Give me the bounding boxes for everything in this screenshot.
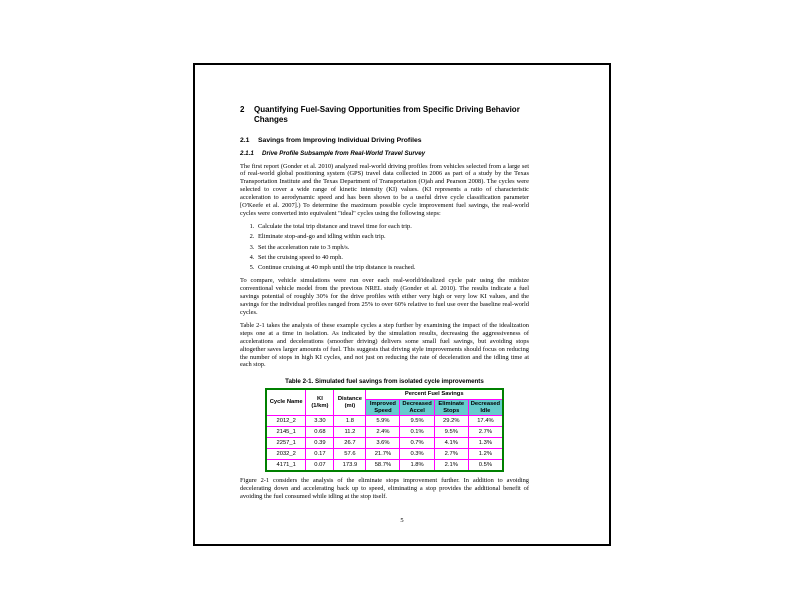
paragraph-table-discussion: Table 2-1 takes the analysis of these example cycles a step further by examining the impact of the idealization steps one at a time in isolation. As indicated by the simulation results, decreasing the aggressiveness of accelerations and decelerations (smoother driving) delivers some small fuel savings, but avoiding stops altogether saves larger amounts of fuel. This suggests that driving style improvements should focus on reducing the number of stops in high KI cycles, and not just on reducing the rate of deceleration and the idling time at each stop. xyxy=(240,321,529,369)
section-number: 2 xyxy=(240,105,245,114)
cell-decreased-accel: 0.3% xyxy=(400,449,434,460)
table-row xyxy=(266,416,503,427)
column-group-header-percent-fuel-savings: Percent Fuel Savings xyxy=(366,389,503,399)
subheader-improved-speed: Improved Speed xyxy=(366,399,400,415)
cell-ki: 0.17 xyxy=(306,449,334,460)
cell-ki: 0.07 xyxy=(306,460,334,472)
subheader-decreased-idle: Decreased Idle xyxy=(468,399,503,415)
list-item: 3. Set the acceleration rate to 3 mph/s. xyxy=(256,244,529,252)
cell-decreased-idle: 17.4% xyxy=(468,416,503,427)
cell-decreased-accel: 1.8% xyxy=(400,460,434,472)
list-item: 1. Calculate the total trip distance and travel time for each trip. xyxy=(256,223,529,231)
subsection-title: Savings from Improving Individual Driving Profiles xyxy=(258,137,422,144)
cell-cycle-name: 2032_2 xyxy=(266,449,306,460)
column-header-distance: Distance (mi) xyxy=(334,389,366,415)
cell-eliminate-stops: 2.7% xyxy=(434,449,468,460)
subsubsection-heading xyxy=(240,150,529,158)
cell-improved-speed: 21.7% xyxy=(366,449,400,460)
cell-decreased-idle: 1.2% xyxy=(468,449,503,460)
subsubsection-number: 2.1.1 xyxy=(240,150,254,157)
cell-cycle-name: 2257_1 xyxy=(266,438,306,449)
subsubsection-title: Drive Profile Subsample from Real-World Travel Survey xyxy=(262,150,426,157)
cell-ki: 0.39 xyxy=(306,438,334,449)
subsection-number: 2.1 xyxy=(240,137,250,144)
cell-improved-speed: 58.7% xyxy=(366,460,400,472)
cell-decreased-idle: 1.3% xyxy=(468,438,503,449)
subsection-heading xyxy=(240,137,529,145)
cell-distance: 1.8 xyxy=(334,416,366,427)
cell-eliminate-stops: 9.5% xyxy=(434,427,468,438)
subheader-decreased-accel: Decreased Accel xyxy=(400,399,434,415)
cell-decreased-idle: 2.7% xyxy=(468,427,503,438)
table-row xyxy=(266,438,503,449)
cell-improved-speed: 3.6% xyxy=(366,438,400,449)
cell-improved-speed: 2.4% xyxy=(366,427,400,438)
subheader-eliminate-stops: Eliminate Stops xyxy=(434,399,468,415)
cell-distance: 57.6 xyxy=(334,449,366,460)
section-heading xyxy=(240,105,529,124)
table-body xyxy=(266,416,503,472)
ideal-cycle-steps-list xyxy=(240,223,529,273)
page-number: 5 xyxy=(400,517,404,524)
paragraph-intro: The first report (Gonder et al. 2010) analyzed real-world driving profiles from vehicles selected from a large set of real-world global positioning system (GPS) travel data collected in 2006 as part of a study by the Texas Transportation Institute and the Texas Department of Transportation (Ojah and Pearson 2008). The cycles were selected to cover a wide range of kinetic intensity (KI) values. (KI represents a ratio of characteristic acceleration to aerodynamic speed and has been shown to be a useful drive cycle classification parameter [O'Keefe et al. 2007].) To determine the maximum possible cycle improvement fuel savings, the real-world cycles were converted into equivalent "ideal" cycles using the following steps: xyxy=(240,162,529,217)
cell-cycle-name: 2012_2 xyxy=(266,416,306,427)
table-row xyxy=(266,427,503,438)
paragraph-simulation-results: To compare, vehicle simulations were run over each real-world/idealized cycle pair using the midsize conventional vehicle model from the previous NREL study (Gonder et al. 2010). The results indicate a fuel savings potential of roughly 30% for the drive profiles with either very high or very low KI values, and the savings for the individual profiles ranged from 25% to over 60% relative to fuel use over the baseline real-world cycles. xyxy=(240,277,529,316)
cell-distance: 11.2 xyxy=(334,427,366,438)
cell-cycle-name: 2145_1 xyxy=(266,427,306,438)
cell-decreased-idle: 0.5% xyxy=(468,460,503,472)
cell-improved-speed: 5.9% xyxy=(366,416,400,427)
cell-distance: 26.7 xyxy=(334,438,366,449)
list-item: 5. Continue cruising at 40 mph until the trip distance is reached. xyxy=(256,264,529,272)
column-header-cycle-name: Cycle Name xyxy=(266,389,306,415)
table-row xyxy=(266,460,503,472)
document-page xyxy=(193,63,611,546)
section-title: Quantifying Fuel-Saving Opportunities from Specific Driving Behavior Changes xyxy=(254,105,520,124)
cell-decreased-accel: 0.7% xyxy=(400,438,434,449)
table-header-row xyxy=(266,389,503,399)
cell-distance: 173.9 xyxy=(334,460,366,472)
fuel-savings-table xyxy=(265,388,504,472)
cell-ki: 0.68 xyxy=(306,427,334,438)
cell-eliminate-stops: 29.2% xyxy=(434,416,468,427)
cell-cycle-name: 4171_1 xyxy=(266,460,306,472)
cell-decreased-accel: 9.5% xyxy=(400,416,434,427)
list-item: 4. Set the cruising speed to 40 mph. xyxy=(256,254,529,262)
column-header-ki: KI (1/km) xyxy=(306,389,334,415)
cell-eliminate-stops: 2.1% xyxy=(434,460,468,472)
cell-ki: 3.30 xyxy=(306,416,334,427)
paragraph-figure-discussion: Figure 2-1 considers the analysis of the eliminate stops improvement further. In addition to avoiding decelerating down and accelerating back up to speed, eliminating a stop provides the additional benefit of avoiding the fuel consumed while idling at the stop itself. xyxy=(240,477,529,500)
table-caption: Table 2-1. Simulated fuel savings from isolated cycle improvements xyxy=(285,378,484,386)
cell-decreased-accel: 0.1% xyxy=(400,427,434,438)
list-item: 2. Eliminate stop-and-go and idling within each trip. xyxy=(256,233,529,241)
table-row xyxy=(266,449,503,460)
cell-eliminate-stops: 4.1% xyxy=(434,438,468,449)
